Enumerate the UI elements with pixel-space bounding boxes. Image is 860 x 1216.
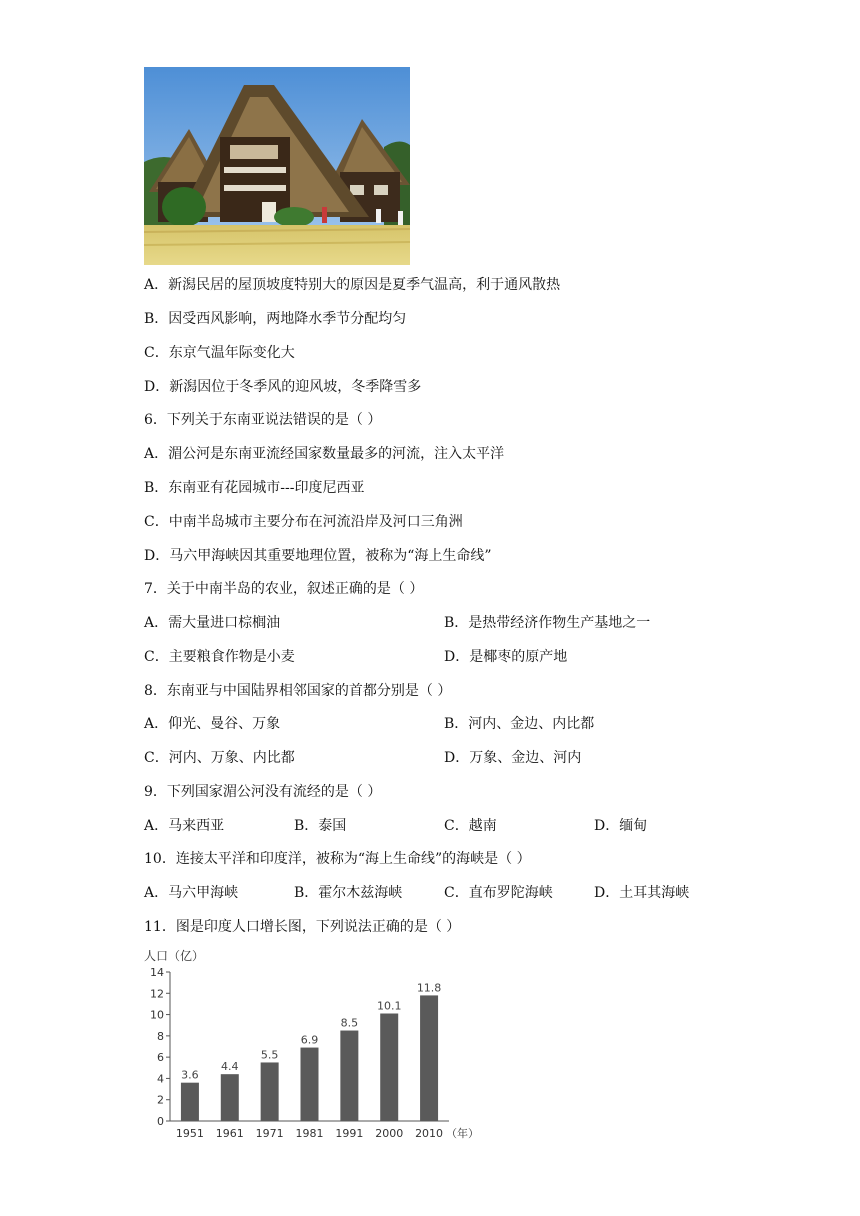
q6-option-a: A．湄公河是东南亚流经国家数量最多的河流，注入太平洋 bbox=[144, 446, 505, 462]
q7-option-b: B．是热带经济作物生产基地之一 bbox=[444, 615, 651, 631]
india-population-chart bbox=[144, 944, 484, 1144]
data-label: 6.9 bbox=[300, 1033, 319, 1047]
x-tick-label: 1971 bbox=[255, 1127, 284, 1140]
q5-option-c: C．东京气温年际变化大 bbox=[144, 345, 295, 361]
x-tick-label: 1951 bbox=[175, 1127, 204, 1140]
q5-option-b: B．因受西风影响，两地降水季节分配均匀 bbox=[144, 311, 407, 327]
y-axis-label: 人口（亿） bbox=[144, 949, 205, 963]
q8-option-b: B．河内、金边、内比都 bbox=[444, 716, 595, 732]
q9-option-d: D．缅甸 bbox=[594, 818, 648, 834]
x-tick-label: 1991 bbox=[335, 1127, 364, 1140]
q8-option-c: C．河内、万象、内比都 bbox=[144, 750, 295, 766]
data-label: 10.1 bbox=[376, 999, 402, 1013]
q9-stem: 9．下列国家湄公河没有流经的是（ ） bbox=[144, 784, 382, 800]
y-tick-label: 8 bbox=[157, 1029, 164, 1043]
x-tick-label: 2010 bbox=[415, 1127, 444, 1140]
q6-option-b: B．东南亚有花园城市---印度尼西亚 bbox=[144, 480, 365, 496]
y-tick-label: 10 bbox=[150, 1008, 164, 1022]
y-tick-label: 0 bbox=[157, 1115, 164, 1128]
q8-stem: 8．东南亚与中国陆界相邻国家的首都分别是（ ） bbox=[144, 683, 452, 699]
q7-option-a: A．需大量进口棕榈油 bbox=[144, 615, 281, 631]
q9-option-b: B．泰国 bbox=[294, 818, 347, 834]
bar bbox=[261, 1062, 279, 1121]
x-axis-label: （年） bbox=[446, 1127, 479, 1140]
bar bbox=[420, 995, 438, 1121]
q6-option-d: D．马六甲海峡因其重要地理位置，被称为“海上生命线” bbox=[144, 548, 492, 564]
y-tick-label: 4 bbox=[157, 1072, 164, 1086]
x-tick-label: 1981 bbox=[295, 1127, 324, 1140]
q10-stem: 10．连接太平洋和印度洋，被称为“海上生命线”的海峡是（ ） bbox=[144, 851, 531, 867]
q10-option-c: C．直布罗陀海峡 bbox=[444, 885, 553, 901]
q9-option-a: A．马来西亚 bbox=[144, 818, 225, 834]
data-label: 11.8 bbox=[416, 981, 442, 995]
data-label: 8.5 bbox=[340, 1016, 359, 1030]
q6-stem: 6．下列关于东南亚说法错误的是（ ） bbox=[144, 412, 382, 428]
q9-option-c: C．越南 bbox=[444, 818, 497, 834]
y-tick-label: 12 bbox=[150, 987, 164, 1001]
data-label: 5.5 bbox=[260, 1048, 279, 1062]
data-label: 3.6 bbox=[181, 1068, 199, 1082]
y-tick-label: 2 bbox=[157, 1093, 164, 1107]
q10-option-d: D．土耳其海峡 bbox=[594, 885, 690, 901]
y-tick-label: 6 bbox=[157, 1051, 164, 1065]
data-label: 4.4 bbox=[221, 1060, 239, 1074]
q5-option-a: A．新潟民居的屋顶坡度特别大的原因是夏季气温高，利于通风散热 bbox=[144, 277, 561, 293]
q7-option-d: D．是椰枣的原产地 bbox=[444, 649, 568, 665]
q8-option-d: D．万象、金边、河内 bbox=[444, 750, 582, 766]
q5-option-d: D．新潟因位于冬季风的迎风坡，冬季降雪多 bbox=[144, 379, 422, 395]
bar bbox=[221, 1074, 239, 1121]
q10-option-a: A．马六甲海峡 bbox=[144, 885, 239, 901]
bar bbox=[181, 1083, 199, 1121]
q6-option-c: C．中南半岛城市主要分布在河流沿岸及河口三角洲 bbox=[144, 514, 463, 530]
x-tick-label: 2000 bbox=[375, 1127, 404, 1140]
q10-option-b: B．霍尔木兹海峡 bbox=[294, 885, 403, 901]
x-tick-label: 1961 bbox=[215, 1127, 244, 1140]
bar bbox=[380, 1014, 398, 1121]
y-tick-label: 14 bbox=[150, 966, 164, 979]
q8-option-a: A．仰光、曼谷、万象 bbox=[144, 716, 281, 732]
thatched-houses-photo bbox=[144, 67, 410, 265]
q11-stem: 11．图是印度人口增长图，下列说法正确的是（ ） bbox=[144, 919, 461, 935]
q7-option-c: C．主要粮食作物是小麦 bbox=[144, 649, 295, 665]
bar bbox=[340, 1031, 358, 1121]
bar bbox=[301, 1048, 319, 1121]
q7-stem: 7．关于中南半岛的农业，叙述正确的是（ ） bbox=[144, 581, 424, 597]
